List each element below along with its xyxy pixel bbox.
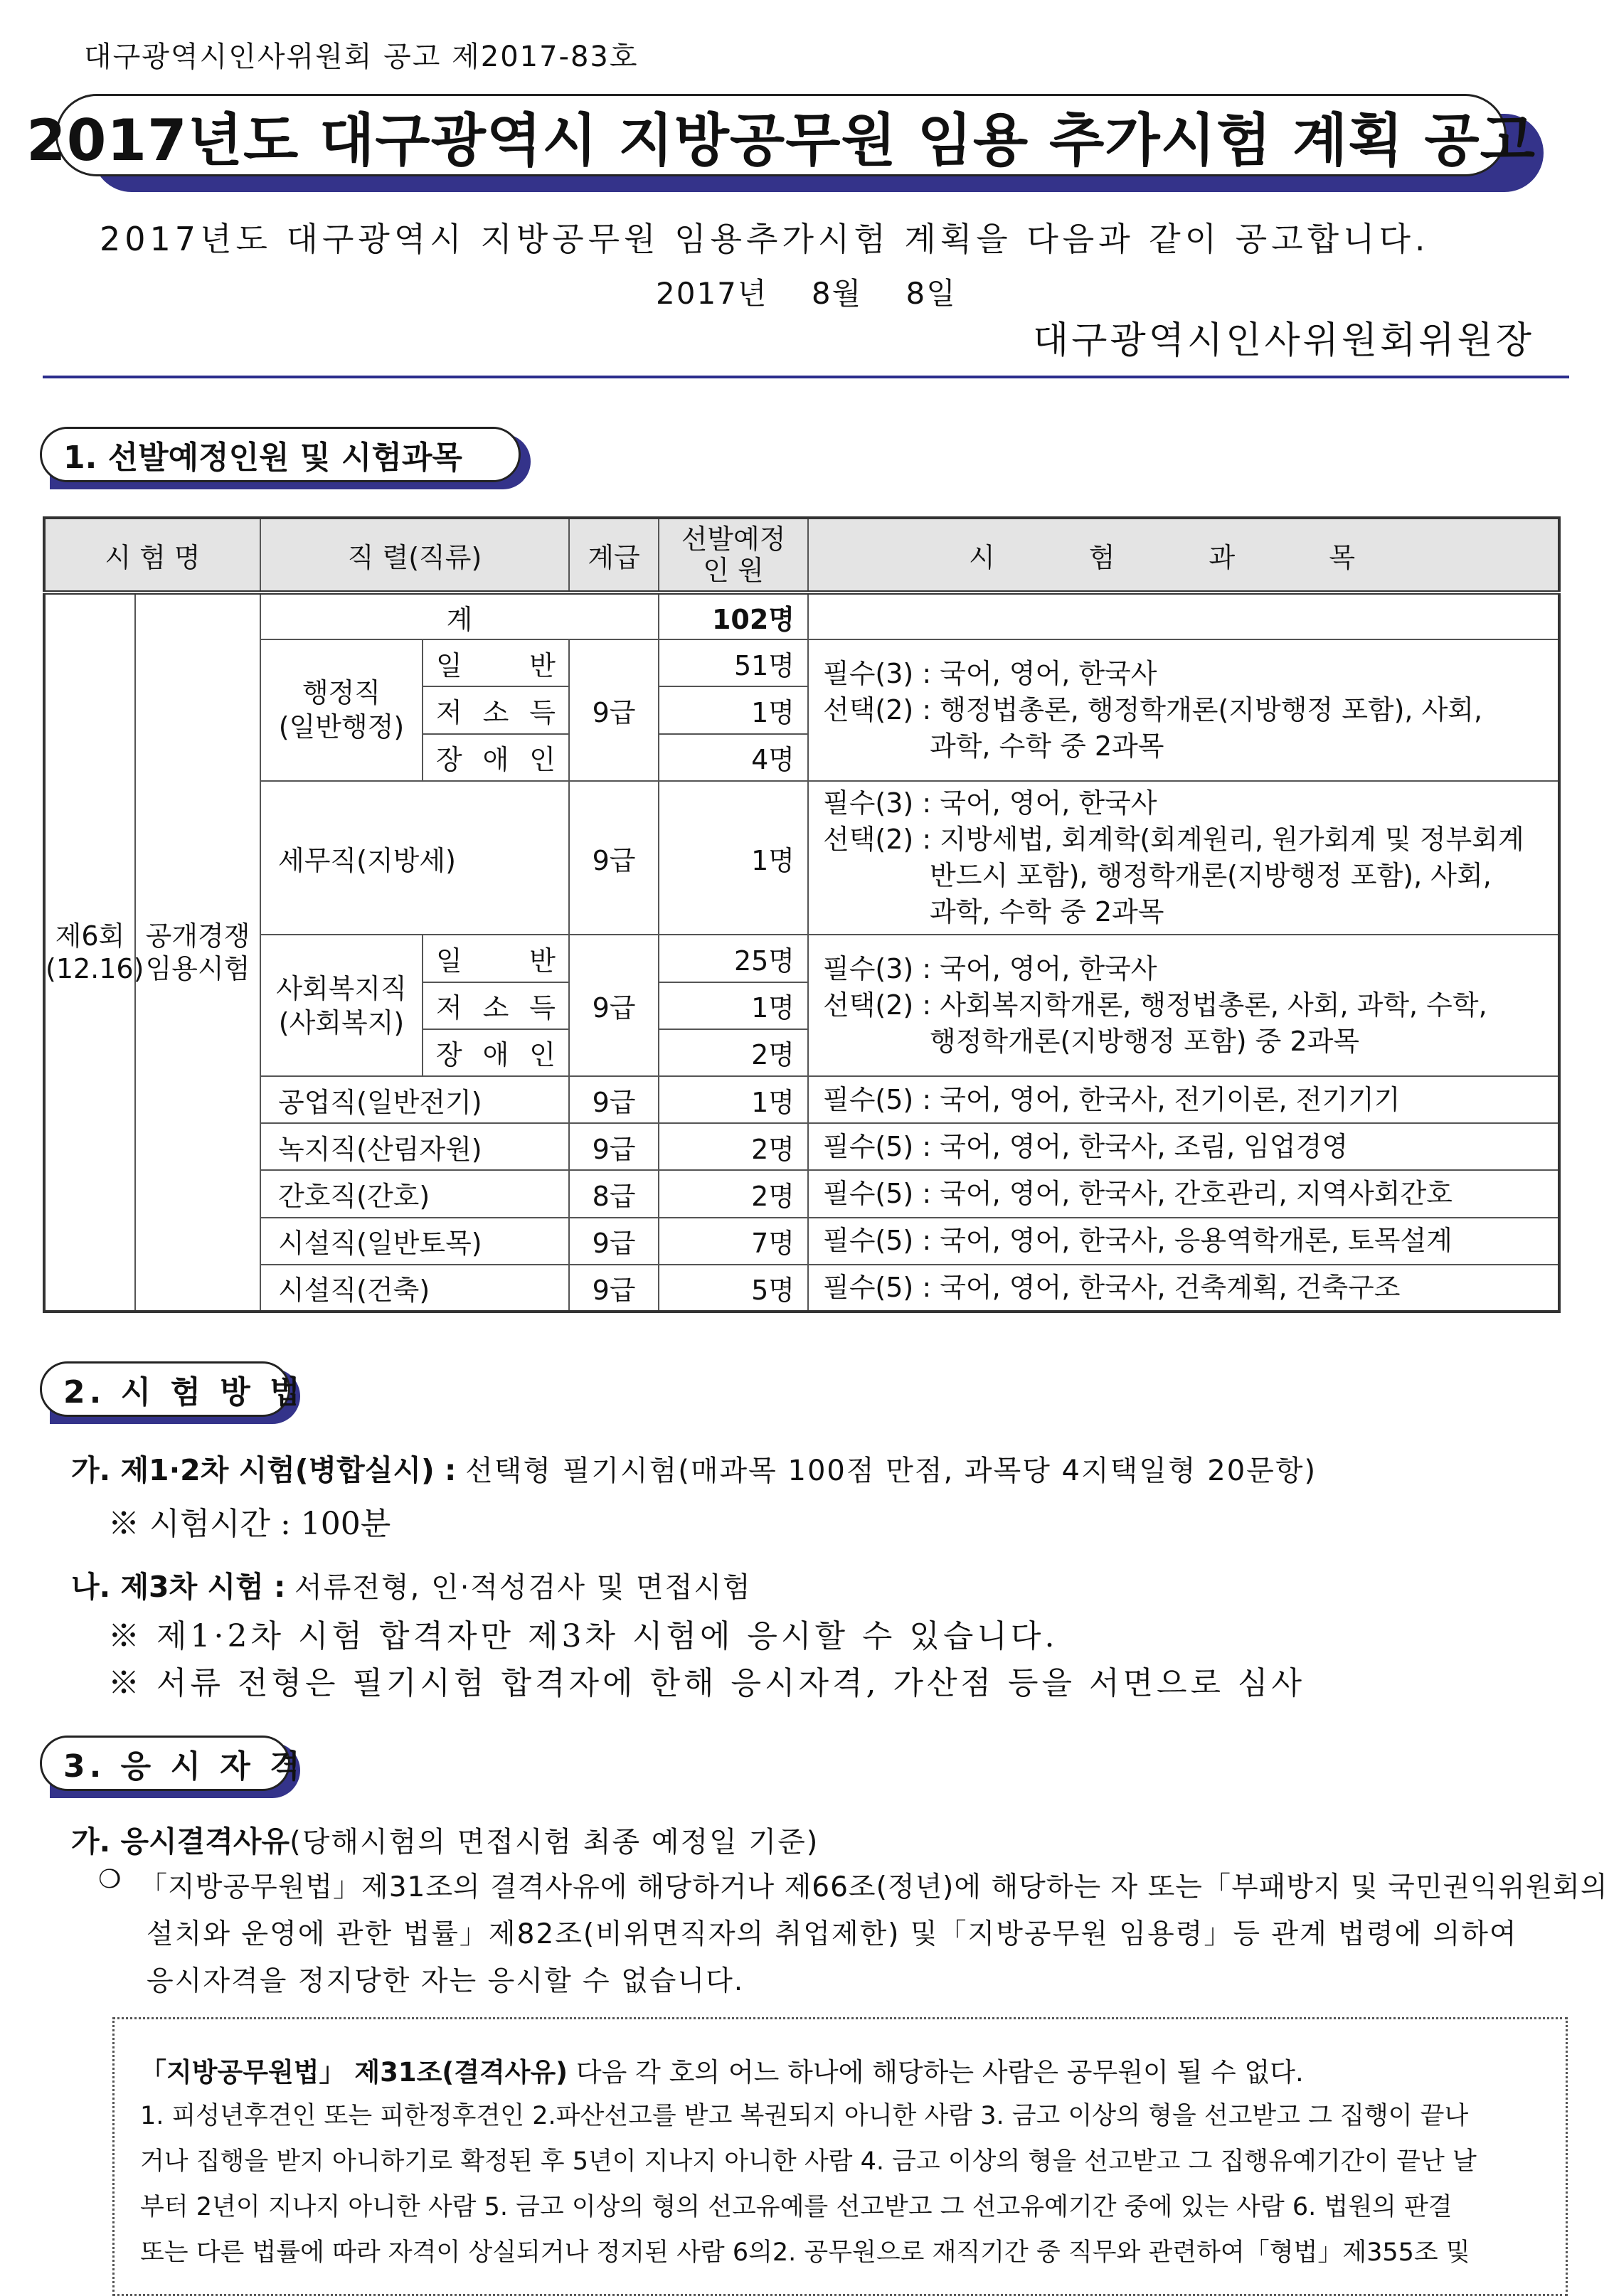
series-name: 간호직(간호) xyxy=(260,1170,569,1217)
page-title: 2017년도 대구광역시 지방공무원 임용 추가시험 계획 공고 xyxy=(26,107,1536,174)
method-b-text: 서류전형, 인·적성검사 및 면접시험 xyxy=(294,1571,752,1604)
law-title: 「지방공무원법」 제31조(결격사유) xyxy=(140,2057,568,2088)
welfare-sub-general: 일 반 xyxy=(423,935,569,982)
method-b-note2: ※ 서류 전형은 필기시험 합격자에 한해 응시자격, 가산점 등을 서면으로 심사 xyxy=(108,1665,1305,1701)
admin-series: 행정직 (일반행정) xyxy=(260,639,423,781)
welfare-subjects-elective-cont: 행정학개론(지방행정 포함) 중 2과목 xyxy=(930,1026,1359,1058)
welfare-subjects xyxy=(808,935,1559,1076)
header-series: 직 렬(직류) xyxy=(260,518,569,592)
header-quota: 선발예정 인 원 xyxy=(659,518,808,592)
section3-heading xyxy=(40,1736,304,1792)
table-row xyxy=(44,1123,1559,1170)
welfare-count-disabled: 2명 xyxy=(659,1029,808,1076)
section3-heading-box: 3. 응 시 자 격 xyxy=(40,1736,290,1791)
tax-subjects-elective: 선택(2) : 지방세법, 회계학(회계원리, 원가회계 및 정부회계 xyxy=(823,824,1524,856)
total-subjects-empty xyxy=(808,592,1559,639)
admin-subjects-elective-cont: 과학, 수학 중 2과목 xyxy=(930,730,1164,762)
disqualify-line1: 「지방공무원법」제31조의 결격사유에 해당하거나 제66조(정년)에 해당하는 자 또는「부패방지 및 국민권익위원회의 xyxy=(139,1871,1608,1903)
title-banner xyxy=(26,94,1549,201)
header-exam-name: 시 험 명 xyxy=(44,518,260,592)
section1-heading-box: 1. 선발예정인원 및 시험과목 xyxy=(40,427,521,482)
section2-heading-box: 2. 시 험 방 법 xyxy=(40,1361,290,1417)
tax-grade: 9급 xyxy=(569,781,659,935)
series-name: 녹지직(산림자원) xyxy=(260,1123,569,1170)
method-b-note1: ※ 제1·2차 시험 합격자만 제3차 시험에 응시할 수 있습니다. xyxy=(108,1618,1058,1654)
tax-subjects xyxy=(808,781,1559,935)
welfare-count-general: 25명 xyxy=(659,935,808,982)
method-b-label: 나. 제3차 시험 : xyxy=(71,1570,286,1604)
law-excerpt-box xyxy=(112,2017,1568,2296)
announcement-date: 2017년 8월 8일 xyxy=(656,276,957,311)
welfare-sub-lowincome: 저 소 득 xyxy=(423,982,569,1029)
exam-type: 공개경쟁 임용시험 xyxy=(135,592,260,1312)
admin-sub-disabled: 장 애 인 xyxy=(423,734,569,781)
series-count: 1명 xyxy=(659,1076,808,1123)
disqualify-line3: 응시자격을 정지당한 자는 응시할 수 없습니다. xyxy=(147,1965,745,1997)
total-label: 계 xyxy=(260,592,659,639)
series-count: 5명 xyxy=(659,1265,808,1312)
admin-count-lowincome: 1명 xyxy=(659,686,808,733)
title-banner-box xyxy=(26,94,1536,176)
series-count: 2명 xyxy=(659,1170,808,1217)
admin-sub-general: 일 반 xyxy=(423,639,569,686)
series-grade: 9급 xyxy=(569,1123,659,1170)
notice-number: 대구광역시인사위원회 공고 제2017-83호 xyxy=(84,41,639,73)
disqualify-line2: 설치와 운영에 관한 법률」제82조(비위면직자의 취업제한) 및「지방공무원 임용령」등 관계 법령에 의하여 xyxy=(147,1918,1518,1950)
law-line4: 또는 다른 법률에 따라 자격이 상실되거나 정지된 사람 6의2. 공무원으로 재직기간 중 직무와 관련하여「형법」제355조 및 xyxy=(140,2238,1470,2267)
method-a xyxy=(71,1447,1317,1489)
admin-grade: 9급 xyxy=(569,639,659,781)
table-row xyxy=(44,1218,1559,1265)
table-row xyxy=(44,639,1559,686)
announcement-subtitle: 2017년도 대구광역시 지방공무원 임용추가시험 계획을 다음과 같이 공고합니다. xyxy=(100,220,1430,258)
tax-series: 세무직(지방세) xyxy=(260,781,569,935)
table-header-row xyxy=(44,518,1559,592)
law-line1: 1. 피성년후견인 또는 피한정후견인 2.파산선고를 받고 복권되지 아니한 사람 3. 금고 이상의 형을 선고받고 그 집행이 끝나 xyxy=(140,2102,1469,2130)
welfare-count-lowincome: 1명 xyxy=(659,982,808,1029)
method-b xyxy=(71,1563,752,1605)
method-a-label: 가. 제1·2차 시험(병합실시) : xyxy=(71,1453,457,1487)
law-line2: 거나 집행을 받지 아니하기로 확정된 후 5년이 지나지 아니한 사람 4. 금고 이상의 형을 선고받고 그 집행유예기간이 끝난 날 xyxy=(140,2147,1477,2176)
total-value: 102명 xyxy=(659,592,808,639)
welfare-subjects-elective: 선택(2) : 사회복지학개론, 행정법총론, 사회, 과학, 수학, xyxy=(823,989,1487,1021)
series-subjects: 필수(5) : 국어, 영어, 한국사, 응용역학개론, 토목설계 xyxy=(808,1218,1559,1265)
tax-subjects-elective-cont2: 과학, 수학 중 2과목 xyxy=(930,896,1164,928)
admin-count-disabled: 4명 xyxy=(659,734,808,781)
tax-subjects-required: 필수(3) : 국어, 영어, 한국사 xyxy=(823,787,1157,819)
bullet-icon: ❍ xyxy=(98,1865,122,1894)
table-row xyxy=(44,781,1559,935)
exam-table xyxy=(43,516,1561,1313)
admin-subjects-elective: 선택(2) : 행정법총론, 행정학개론(지방행정 포함), 사회, xyxy=(823,693,1483,726)
table-row xyxy=(44,935,1559,982)
series-subjects: 필수(5) : 국어, 영어, 한국사, 건축계획, 건축구조 xyxy=(808,1265,1559,1312)
section1-heading xyxy=(40,427,531,484)
series-grade: 8급 xyxy=(569,1170,659,1217)
series-name: 공업직(일반전기) xyxy=(260,1076,569,1123)
qualification-a-label: 가. 응시결격사유 xyxy=(71,1824,290,1859)
series-grade: 9급 xyxy=(569,1218,659,1265)
qualification-a xyxy=(71,1818,819,1860)
series-name: 시설직(일반토목) xyxy=(260,1218,569,1265)
method-a-note: ※ 시험시간 : 100분 xyxy=(108,1506,391,1542)
law-title-line xyxy=(140,2051,1304,2089)
exam-round: 제6회 (12.16) xyxy=(44,592,135,1312)
tax-subjects-elective-cont1: 반드시 포함), 행정학개론(지방행정 포함), 사회, xyxy=(930,860,1492,892)
qualification-a-paren: (당해시험의 면접시험 최종 예정일 기준) xyxy=(290,1826,819,1859)
series-subjects: 필수(5) : 국어, 영어, 한국사, 조림, 임업경영 xyxy=(808,1123,1559,1170)
welfare-sub-disabled: 장 애 인 xyxy=(423,1029,569,1076)
table-row xyxy=(44,1170,1559,1217)
series-grade: 9급 xyxy=(569,1265,659,1312)
section2-heading xyxy=(40,1361,304,1418)
welfare-grade: 9급 xyxy=(569,935,659,1076)
header-grade: 계급 xyxy=(569,518,659,592)
series-count: 2명 xyxy=(659,1123,808,1170)
table-row xyxy=(44,1076,1559,1123)
law-title-rest: 다음 각 호의 어느 하나에 해당하는 사람은 공무원이 될 수 없다. xyxy=(568,2057,1304,2088)
table-row xyxy=(44,1265,1559,1312)
series-grade: 9급 xyxy=(569,1076,659,1123)
law-line3: 부터 2년이 지나지 아니한 사람 5. 금고 이상의 형의 선고유예를 선고받고 그 선고유예기간 중에 있는 사람 6. 법원의 판결 xyxy=(140,2193,1453,2221)
method-a-text: 선택형 필기시험(매과목 100점 만점, 과목당 4지택일형 20문항) xyxy=(465,1455,1317,1487)
admin-sub-lowincome: 저 소 득 xyxy=(423,686,569,733)
series-subjects: 필수(5) : 국어, 영어, 한국사, 간호관리, 지역사회간호 xyxy=(808,1170,1559,1217)
issuer-name: 대구광역시인사위원회위원장 xyxy=(1033,319,1535,362)
welfare-subjects-required: 필수(3) : 국어, 영어, 한국사 xyxy=(823,953,1157,985)
header-divider xyxy=(43,376,1569,378)
admin-subjects xyxy=(808,639,1559,781)
series-count: 7명 xyxy=(659,1218,808,1265)
admin-count-general: 51명 xyxy=(659,639,808,686)
series-name: 시설직(건축) xyxy=(260,1265,569,1312)
header-subjects: 시 험 과 목 xyxy=(808,518,1559,592)
welfare-series: 사회복지직 (사회복지) xyxy=(260,935,423,1076)
series-subjects: 필수(5) : 국어, 영어, 한국사, 전기이론, 전기기기 xyxy=(808,1076,1559,1123)
tax-count: 1명 xyxy=(659,781,808,935)
admin-subjects-required: 필수(3) : 국어, 영어, 한국사 xyxy=(823,657,1157,689)
table-row xyxy=(44,592,1559,639)
